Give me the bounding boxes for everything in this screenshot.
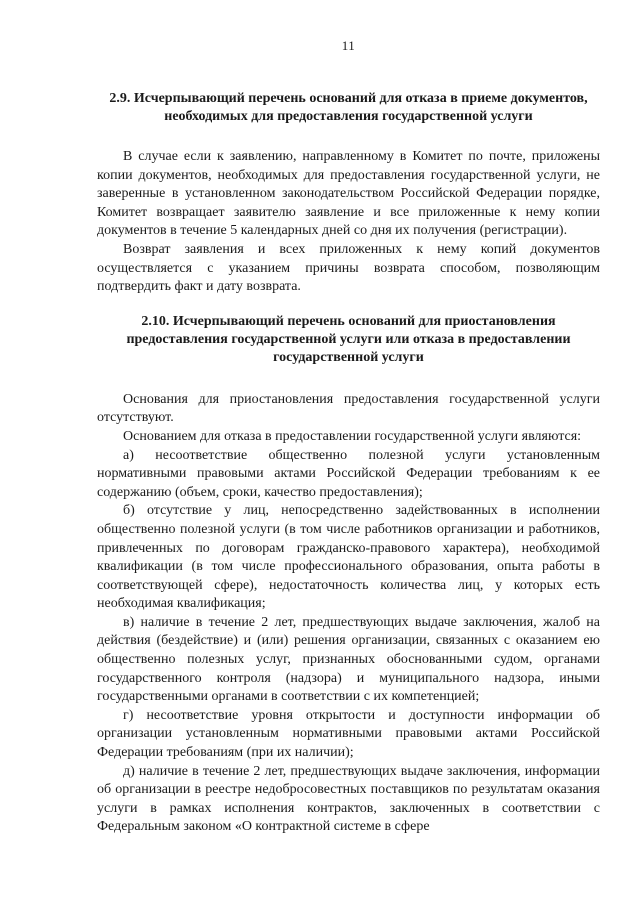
section-2-10-heading: 2.10. Исчерпывающий перечень оснований для приостановления предоставления государственной услуги или отказа в предоставлении государственной услуги (126, 313, 571, 365)
list-item-g: г) несоответствие уровня открытости и доступности информации об организации установленным нормативными правовыми актами Российской Федерации требованиям (при их наличии); (97, 707, 600, 761)
section-2-9-paragraph: Возврат заявления и всех приложенных к нему копий документов осуществляется с указанием причины возврата способом, позволяющим подтвердить факт и дату возврата. (97, 241, 600, 295)
list-item-v: в) наличие в течение 2 лет, предшествующих выдаче заключения, жалоб на действия (бездействие) и (или) решения организации, связанных с оказанием ею общественно полезных услуг, признанных обоснованными судом, органами государственного контроля (надзора) и муниципального надзора, иными государственными органами в соответствии с их компетенцией; (97, 614, 600, 705)
section-2-10-paragraph: Основанием для отказа в предоставлении государственной услуги являются: (123, 428, 582, 444)
section-2-9-paragraph: В случае если к заявлению, направленному в Комитет по почте, приложены копии документов, необходимых для предоставления государственной услуги, не заверенные в установленном законодательством Российской Федерации порядке, Комитет возвращает заявителю заявление и все приложенные к нему копии документов в течение 5 календарных дней со дня их получения (регистрации). (97, 149, 600, 239)
section-2-9-heading: 2.9. Исчерпывающий перечень оснований для отказа в приеме документов, необходимых для предоставления государственной услуги (109, 91, 588, 124)
list-item-d: д) наличие в течение 2 лет, предшествующих выдаче заключения, информации об организации в реестре недобросовестных поставщиков по результатам оказания услуги в рамках исполнения контрактов, заключенных в соответствии с Федеральным законом «О контрактной системе в сфере (97, 763, 600, 835)
section-2-10-paragraph: Основания для приостановления предоставления государственной услуги отсутствуют. (97, 391, 600, 426)
list-item-a: а) несоответствие общественно полезной услуги установленным нормативными правовыми актами Российской Федерации требованиям к ее содержанию (объем, сроки, качество предоставления); (97, 447, 600, 500)
list-item-b: б) отсутствие у лиц, непосредственно задействованных в исполнении общественно полезной услуги (в том числе работников организации и работников, привлеченных по договорам гражданско-правового характера), необходимой квалификации (в том числе профессионального образования, опыта работы в соответствующей сфере), недостаточность количества лиц, у которых есть необходимая квалификация; (97, 503, 600, 612)
page-number: 11 (341, 38, 356, 53)
